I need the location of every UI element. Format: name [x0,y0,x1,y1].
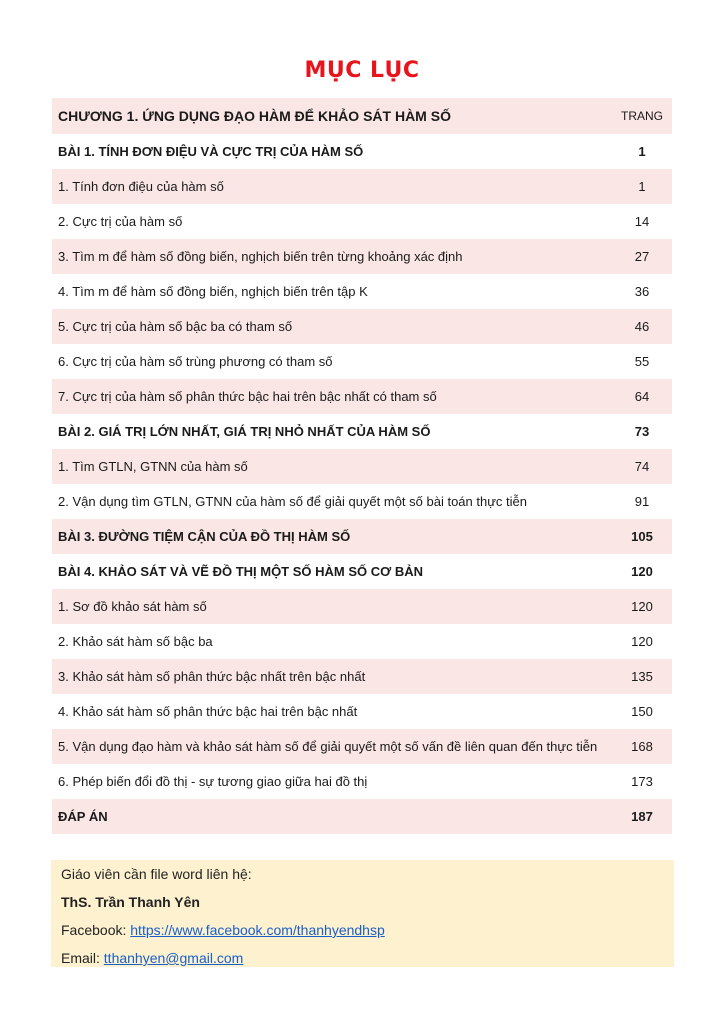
toc-item-row [52,169,672,204]
toc-entry-label: 2. Vận dụng tìm GTLN, GTNN của hàm số để giải quyết một số bài toán thực tiễn [52,484,612,519]
chapter-title: CHƯƠNG 1. ỨNG DỤNG ĐẠO HÀM ĐỂ KHẢO SÁT HÀM SỐ [52,98,612,134]
toc-item-row [52,239,672,274]
toc-entry-page: 64 [612,379,672,414]
contact-email [61,944,664,972]
toc-entry-page: 46 [612,309,672,344]
toc-section-row [52,414,672,449]
toc-entry-label: 5. Vận dụng đạo hàm và khảo sát hàm số để giải quyết một số vấn đề liên quan đến thực tiễn [52,729,612,764]
toc-entry-label: BÀI 4. KHẢO SÁT VÀ VẼ ĐỒ THỊ MỘT SỐ HÀM SỐ CƠ BẢN [52,554,612,589]
toc-entry-page: 55 [612,344,672,379]
toc-section-row [52,519,672,554]
toc-item-row [52,659,672,694]
toc-item-row [52,204,672,239]
toc-item-row [52,589,672,624]
toc-item-row [52,449,672,484]
facebook-label: Facebook: [61,922,131,938]
contact-facebook [61,916,664,944]
toc-entry-page: 135 [612,659,672,694]
toc-item-row [52,624,672,659]
toc-entry-page: 120 [612,589,672,624]
toc-entry-label: 4. Khảo sát hàm số phân thức bậc hai trên bậc nhất [52,694,612,729]
page-column-header: TRANG [612,98,672,134]
toc-entry-page: 73 [612,414,672,449]
toc-entry-label: 5. Cực trị của hàm số bậc ba có tham số [52,309,612,344]
toc-entry-label: BÀI 3. ĐƯỜNG TIỆM CẬN CỦA ĐỒ THỊ HÀM SỐ [52,519,612,554]
toc-entry-page: 187 [612,799,672,834]
toc-item-row [52,484,672,519]
contact-intro: Giáo viên cần file word liên hệ: [61,866,252,882]
contact-name: ThS. Trần Thanh Yên [61,894,200,910]
toc-entry-label: 1. Tính đơn điệu của hàm số [52,169,612,204]
toc-header-row [52,98,672,134]
toc-entry-label: 4. Tìm m để hàm số đồng biến, nghịch biến trên tập K [52,274,612,309]
toc-item-row [52,764,672,799]
toc-entry-page: 27 [612,239,672,274]
toc-entry-page: 120 [612,624,672,659]
email-label: Email: [61,950,104,966]
toc-entry-label: 6. Phép biến đổi đồ thị - sự tương giao giữa hai đồ thị [52,764,612,799]
toc-section-row [52,134,672,169]
toc-entry-label: 2. Khảo sát hàm số bậc ba [52,624,612,659]
toc-item-row [52,379,672,414]
toc-entry-label: BÀI 1. TÍNH ĐƠN ĐIỆU VÀ CỰC TRỊ CỦA HÀM SỐ [52,134,612,169]
toc-entry-page: 74 [612,449,672,484]
toc-item-row [52,344,672,379]
toc-item-row [52,694,672,729]
toc-entry-page: 105 [612,519,672,554]
toc-entry-label: 2. Cực trị của hàm số [52,204,612,239]
toc-item-row [52,729,672,764]
toc-entry-page: 150 [612,694,672,729]
toc-entry-page: 1 [612,134,672,169]
toc-entry-page: 168 [612,729,672,764]
facebook-link[interactable]: https://www.facebook.com/thanhyendhsp [130,922,385,938]
toc-table [52,98,672,834]
toc-entry-label: 7. Cực trị của hàm số phân thức bậc hai trên bậc nhất có tham số [52,379,612,414]
toc-entry-page: 173 [612,764,672,799]
toc-entry-label: 6. Cực trị của hàm số trùng phương có tham số [52,344,612,379]
toc-entry-label: 3. Khảo sát hàm số phân thức bậc nhất trên bậc nhất [52,659,612,694]
page-title: MỤC LỤC [304,58,420,83]
toc-entry-label: 3. Tìm m để hàm số đồng biến, nghịch biến trên từng khoảng xác định [52,239,612,274]
toc-section-row [52,554,672,589]
toc-entry-page: 14 [612,204,672,239]
toc-entry-label: ĐÁP ÁN [52,799,612,834]
toc-section-row [52,799,672,834]
email-link[interactable]: tthanhyen@gmail.com [103,950,244,966]
toc-entry-label: 1. Tìm GTLN, GTNN của hàm số [52,449,612,484]
toc-entry-page: 120 [612,554,672,589]
toc-entry-page: 91 [612,484,672,519]
toc-item-row [52,274,672,309]
toc-item-row [52,309,672,344]
toc-entry-label: BÀI 2. GIÁ TRỊ LỚN NHẤT, GIÁ TRỊ NHỎ NHẤT CỦA HÀM SỐ [52,414,612,449]
toc-entry-page: 36 [612,274,672,309]
toc-entry-label: 1. Sơ đồ khảo sát hàm số [52,589,612,624]
toc-entry-page: 1 [612,169,672,204]
contact-box [51,860,674,967]
